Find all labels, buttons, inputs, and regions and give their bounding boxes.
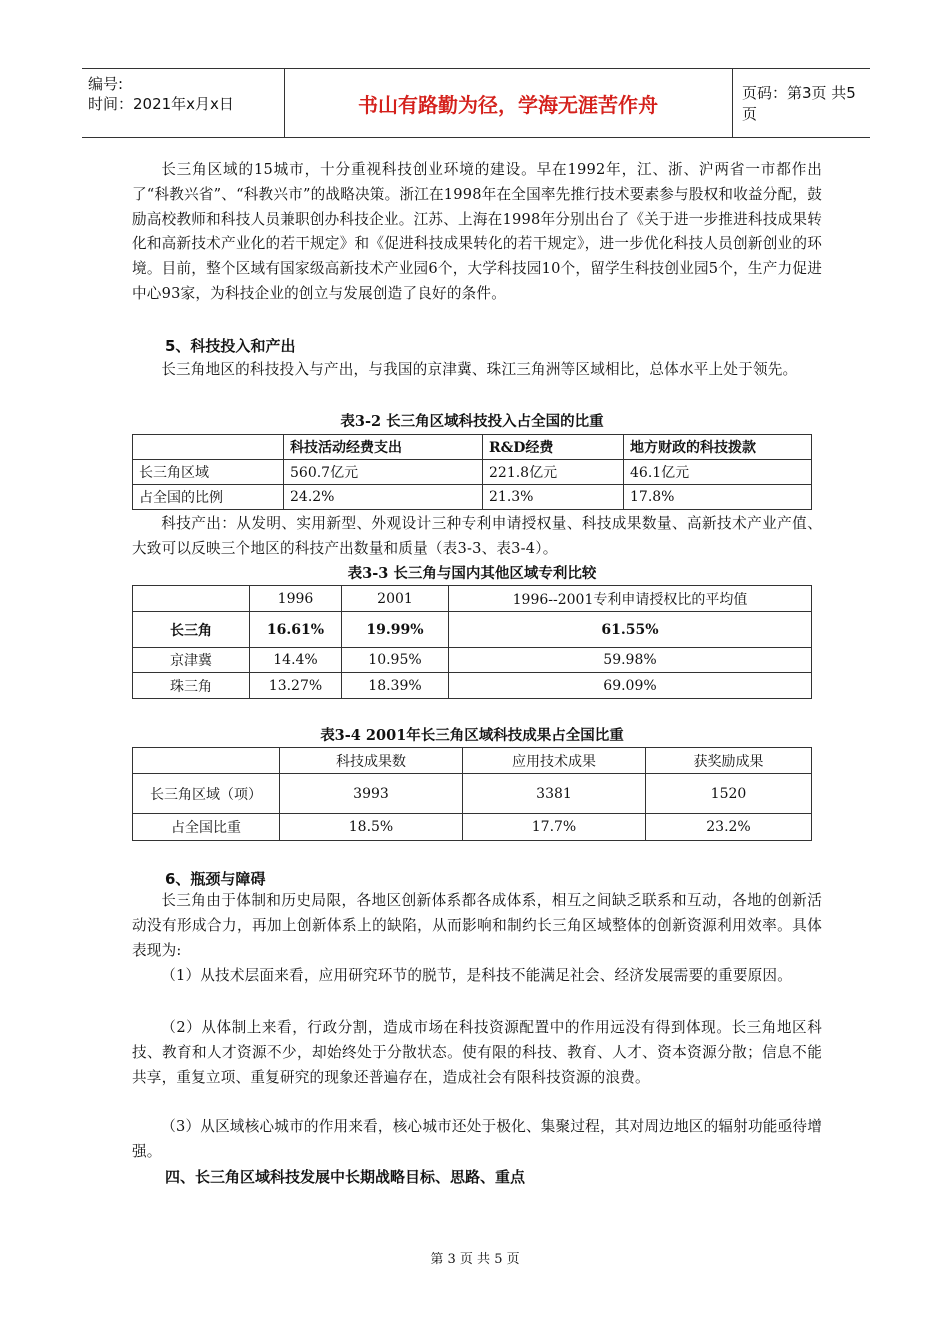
table-cell: 长三角区域（项） bbox=[133, 774, 280, 814]
doc-code-label: 编号: bbox=[88, 75, 124, 93]
header-motto: 书山有路勤为径，学海无涯苦作舟 bbox=[284, 69, 733, 137]
paragraph-bottleneck: 长三角由于体制和历史局限，各地区创新体系都各成体系，相互之间缺乏联系和互动，各地的创新活动没有形成合力，再加上创新体系上的缺陷，从而影响和制约长三角区域整体的创新资源利用效率。具体表现为: bbox=[132, 892, 822, 959]
table-cell: 长三角区域 bbox=[133, 460, 284, 485]
table-cell: 18.5% bbox=[280, 814, 463, 841]
table-cell: 17.8% bbox=[624, 485, 812, 510]
table-cell: 1996--2001专利申请授权比的平均值 bbox=[449, 586, 812, 612]
table-cell: 3993 bbox=[280, 774, 463, 814]
table-3-4 bbox=[132, 747, 812, 841]
table-header-row bbox=[133, 748, 812, 774]
table-cell: 16.61% bbox=[250, 612, 342, 648]
table-cell: 18.39% bbox=[342, 673, 449, 699]
table-row bbox=[133, 612, 812, 648]
table-cell: 13.27% bbox=[250, 673, 342, 699]
table-3-2 bbox=[132, 434, 812, 510]
table-cell: R&D经费 bbox=[483, 435, 624, 460]
table-row bbox=[133, 460, 812, 485]
table-cell: 221.8亿元 bbox=[483, 460, 624, 485]
table-cell: 京津冀 bbox=[133, 648, 250, 673]
table-cell: 占全国比重 bbox=[133, 814, 280, 841]
table-cell bbox=[133, 748, 280, 774]
table-cell: 1520 bbox=[646, 774, 812, 814]
doc-time-label: 时间：2021年x月x日 bbox=[88, 95, 234, 113]
table-cell: 科技活动经费支出 bbox=[284, 435, 483, 460]
paragraph-investment: 长三角地区的科技投入与产出，与我国的京津冀、珠江三角洲等区域相比，总体水平上处于领先。 bbox=[161, 361, 798, 378]
table-cell: 长三角 bbox=[133, 612, 250, 648]
table-cell: 61.55% bbox=[449, 612, 812, 648]
table-cell bbox=[133, 435, 284, 460]
table-cell: 17.7% bbox=[463, 814, 646, 841]
table-cell bbox=[133, 586, 250, 612]
heading-section-5: 5、科技投入和产出 bbox=[165, 337, 296, 355]
table-row bbox=[133, 648, 812, 673]
table-cell: 19.99% bbox=[342, 612, 449, 648]
table-row bbox=[133, 774, 812, 814]
table-3-4-caption: 表3-4 2001年长三角区域科技成果占全国比重 bbox=[320, 727, 624, 744]
paragraph-output: 科技产出：从发明、实用新型、外观设计三种专利申请授权量、科技成果数量、高新技术产业产值、大致可以反映三个地区的科技产出数量和质量（表3-3、表3-4）。 bbox=[132, 515, 822, 557]
table-header-row bbox=[133, 435, 812, 460]
table-cell: 科技成果数 bbox=[280, 748, 463, 774]
table-cell: 占全国的比例 bbox=[133, 485, 284, 510]
heading-section-6: 6、瓶颈与障碍 bbox=[165, 870, 266, 888]
table-header-row bbox=[133, 586, 812, 612]
table-cell: 珠三角 bbox=[133, 673, 250, 699]
table-cell: 地方财政的科技拨款 bbox=[624, 435, 812, 460]
table-cell: 560.7亿元 bbox=[284, 460, 483, 485]
paragraph-intro: 长三角区域的15城市，十分重视科技创业环境的建设。早在1992年，江、浙、沪两省一市都作出了“科教兴省”、“科教兴市”的战略决策。浙江在1998年在全国率先推行技术要素参与股权和收益分配，鼓励高校教师和科技人员兼职创办科技企业。江苏、上海在1998年分别出台了《关于进一步推进科技成果转化和高新技术产业化的若干规定》和《促进科技成果转化的若干规定》，进一步优化科技人员创新创业的环境。目前，整个区域有国家级高新技术产业园6个，大学科技园10个，留学生科技创业园5个，生产力促进中心93家，为科技企业的创立与发展创造了良好的条件。 bbox=[132, 161, 822, 302]
table-3-2-caption: 表3-2 长三角区域科技投入占全国的比重 bbox=[340, 413, 604, 430]
header-left-cell bbox=[82, 69, 285, 137]
page-header bbox=[82, 68, 870, 138]
table-cell: 24.2% bbox=[284, 485, 483, 510]
page-footer: 第 3 页 共 5 页 bbox=[430, 1252, 520, 1267]
table-cell: 21.3% bbox=[483, 485, 624, 510]
table-cell: 46.1亿元 bbox=[624, 460, 812, 485]
list-item-2: （2）从体制上来看，行政分割，造成市场在科技资源配置中的作用远没有得到体现。长三角地区科技、教育和人才资源不少，却始终处于分散状态。使有限的科技、教育、人才、资本资源分散；信息不能共享，重复立项、重复研究的现象还普遍存在，造成社会有限科技资源的浪费。 bbox=[132, 1019, 822, 1086]
table-row bbox=[133, 814, 812, 841]
header-page-label: 页码：第3页 共5页 bbox=[742, 84, 856, 123]
table-3-3 bbox=[132, 585, 812, 699]
table-cell: 3381 bbox=[463, 774, 646, 814]
table-row bbox=[133, 673, 812, 699]
table-cell: 23.2% bbox=[646, 814, 812, 841]
table-3-3-caption: 表3-3 长三角与国内其他区域专利比较 bbox=[347, 565, 597, 582]
table-cell: 14.4% bbox=[250, 648, 342, 673]
table-cell: 2001 bbox=[342, 586, 449, 612]
list-item-1: （1）从技术层面来看，应用研究环节的脱节，是科技不能满足社会、经济发展需要的重要原因。 bbox=[161, 967, 793, 984]
table-cell: 1996 bbox=[250, 586, 342, 612]
table-cell: 69.09% bbox=[449, 673, 812, 699]
table-cell: 获奖励成果 bbox=[646, 748, 812, 774]
heading-part-4: 四、长三角区域科技发展中长期战略目标、思路、重点 bbox=[165, 1168, 526, 1186]
table-cell: 应用技术成果 bbox=[463, 748, 646, 774]
table-cell: 10.95% bbox=[342, 648, 449, 673]
table-cell: 59.98% bbox=[449, 648, 812, 673]
table-row bbox=[133, 485, 812, 510]
list-item-3: （3）从区域核心城市的作用来看，核心城市还处于极化、集聚过程，其对周边地区的辐射功能亟待增强。 bbox=[132, 1118, 822, 1160]
